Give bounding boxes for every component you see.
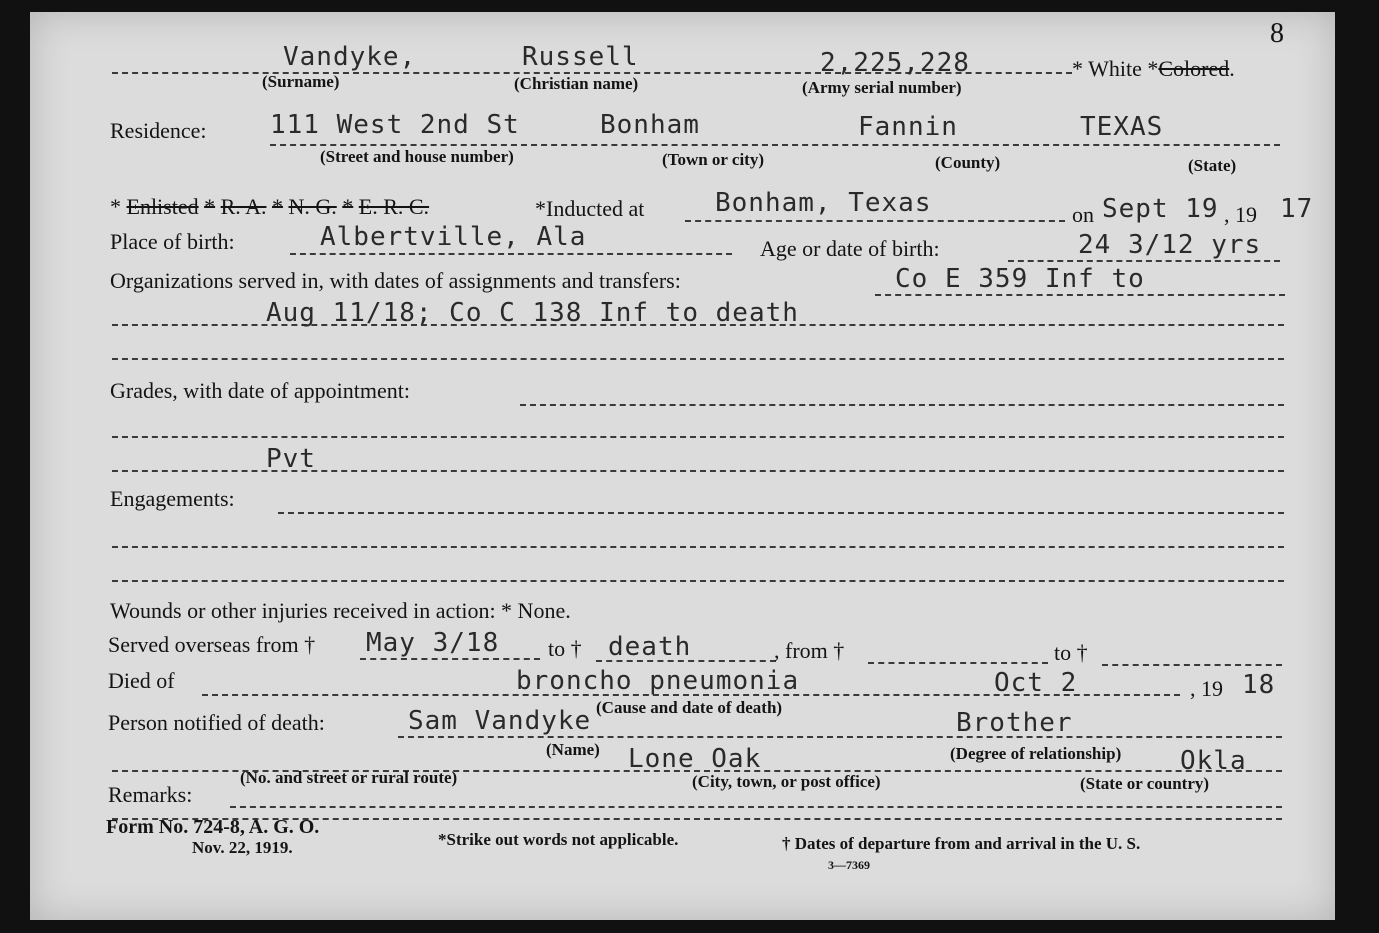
state-value: TEXAS [1080, 112, 1164, 142]
christian-name-caption: (Christian name) [514, 74, 639, 93]
cause-caption: (Cause and date of death) [596, 698, 783, 717]
relationship-caption: (Degree of relationship) [950, 744, 1122, 763]
notified-state-value: Okla [1180, 746, 1247, 776]
race-colored-struck: Colored [1158, 56, 1230, 81]
grade-value: Pvt [266, 444, 316, 474]
engagements-line-2 [112, 546, 1284, 548]
engagements-line-1 [278, 512, 1284, 514]
state-caption: (State) [1188, 156, 1237, 175]
town-caption: (Town or city) [662, 150, 764, 169]
org-value-2: Aug 11/18; Co C 138 Inf to death [266, 298, 799, 328]
birthplace-label: Place of birth: [110, 229, 235, 254]
remarks-line [230, 806, 1282, 808]
inducted-place-value: Bonham, Texas [715, 188, 932, 218]
print-code: 3—7369 [828, 858, 870, 872]
birthplace-line [290, 253, 732, 255]
inducted-label: *Inducted at [535, 196, 645, 221]
org-line-3 [112, 358, 1284, 360]
overseas-from-value: May 3/18 [366, 628, 500, 658]
grades-line-2 [112, 436, 1284, 438]
cause-value: broncho pneumonia [516, 666, 800, 696]
street-route-caption: (No. and street or rural route) [240, 768, 458, 787]
form-date: Nov. 22, 1919. [192, 838, 293, 857]
grades-line-1 [520, 404, 1284, 406]
grades-label: Grades, with date of appointment: [110, 378, 410, 403]
residence-label: Residence: [110, 118, 207, 143]
remarks-label: Remarks: [108, 782, 193, 807]
inducted-year-value: 17 [1280, 194, 1314, 224]
from-label-2: , from † [774, 638, 845, 663]
strike-note: *Strike out words not applicable. [438, 830, 679, 849]
county-value: Fannin [858, 112, 958, 142]
star-2: * [204, 194, 216, 219]
enlistment-type [110, 194, 429, 220]
overseas-to-value: death [608, 632, 692, 662]
surname-value: Vandyke, [283, 42, 417, 72]
engagements-label: Engagements: [110, 486, 235, 511]
race-options [1072, 56, 1235, 82]
serial-value: 2,225,228 [820, 48, 970, 78]
race-period: . [1229, 56, 1235, 81]
on-label: on [1072, 202, 1094, 227]
dates-note: † Dates of departure from and arrival in the U. S. [782, 834, 1141, 853]
died-label: Died of [108, 668, 175, 693]
death-date-value: Oct 2 [994, 668, 1078, 698]
org-line-1 [875, 294, 1285, 296]
ng-struck: N. G. [288, 194, 337, 219]
wounds-label: Wounds or other injuries received in action: * None. [110, 598, 571, 623]
to-line-2 [1102, 664, 1282, 666]
inducted-date-value: Sept 19 [1102, 194, 1219, 224]
org-value-1: Co E 359 Inf to [895, 264, 1145, 294]
erc-struck: E. R. C. [358, 194, 430, 219]
city-caption: (City, town, or post office) [692, 772, 881, 791]
death-year-prefix: , 19 [1190, 676, 1223, 701]
inducted-line [685, 220, 1065, 222]
overseas-from-line [360, 658, 540, 660]
residence-line [270, 144, 1280, 146]
notified-line [398, 736, 1282, 738]
page-number: 8 [1270, 18, 1284, 49]
engagements-line-3 [112, 580, 1284, 582]
street-caption: (Street and house number) [320, 147, 514, 166]
notified-city-value: Lone Oak [628, 744, 762, 774]
organizations-label: Organizations served in, with dates of assignments and transfers: [110, 268, 681, 293]
county-caption: (County) [935, 153, 1001, 172]
from-line-2 [868, 662, 1048, 664]
christian-name-value: Russell [522, 42, 639, 72]
star-4: * [342, 194, 354, 219]
race-white: * White [1072, 56, 1142, 81]
surname-caption: (Surname) [262, 72, 340, 91]
town-value: Bonham [600, 110, 700, 140]
age-label: Age or date of birth: [760, 236, 940, 261]
age-line [1008, 260, 1280, 262]
notified-name-value: Sam Vandyke [408, 706, 592, 736]
name-caption: (Name) [546, 740, 600, 759]
star-3: * [271, 194, 283, 219]
enlisted-struck: Enlisted [126, 194, 199, 219]
street-value: 111 West 2nd St [270, 110, 520, 140]
state-country-caption: (State or country) [1080, 774, 1210, 793]
ra-struck: R. A. [220, 194, 267, 219]
overseas-to-label: to † [548, 636, 582, 661]
death-year-value: 18 [1242, 670, 1276, 700]
form-number: Form No. 724-8, A. G. O. [106, 816, 320, 838]
inducted-year-prefix: , 19 [1224, 202, 1257, 227]
relationship-value: Brother [956, 708, 1073, 738]
service-record-card [30, 12, 1335, 920]
race-colored-star: * [1147, 56, 1159, 81]
overseas-label: Served overseas from † [108, 632, 316, 657]
to-label-2: to † [1054, 640, 1088, 665]
notified-label: Person notified of death: [108, 710, 325, 735]
age-value: 24 3/12 yrs [1078, 230, 1262, 260]
serial-caption: (Army serial number) [802, 78, 962, 97]
birthplace-value: Albertville, Ala [320, 222, 587, 252]
star-1: * [110, 194, 121, 219]
